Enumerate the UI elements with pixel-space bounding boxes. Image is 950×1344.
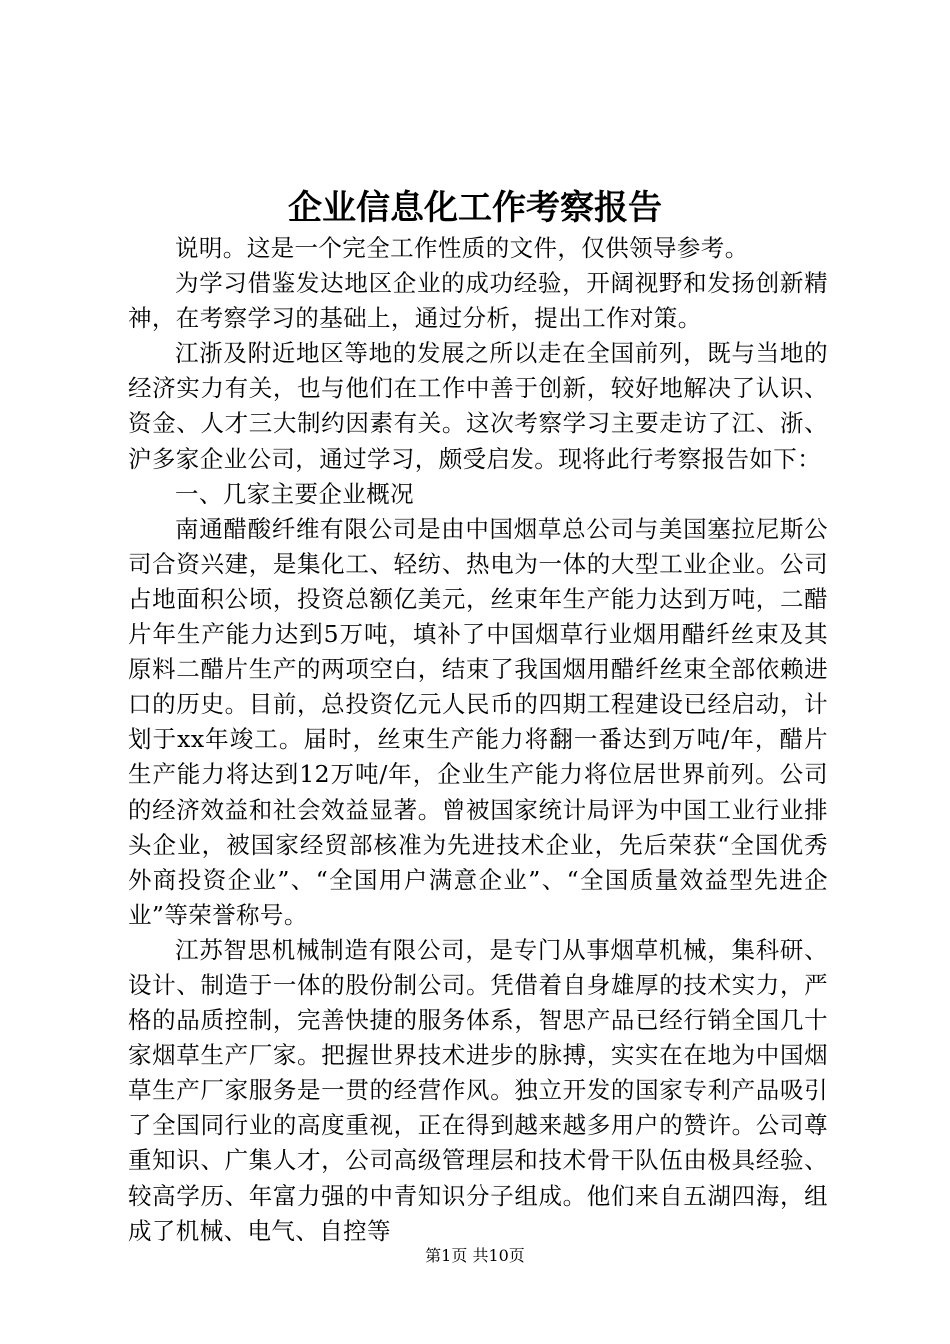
section-heading: 一、几家主要企业概况	[175, 479, 414, 508]
paragraph-background: 江浙及附近地区等地的发展之所以走在全国前列，既与当地的经济实力有关，也与他们在工作中善于创新，较好地解决了认识、资金、人才三大制约因素有关。这次考察学习主要走访了江、浙、沪多家企业公司，通过学习，颇受启发。现将此行考察报告如下：	[128, 339, 828, 473]
paragraph-company-zhisi: 江苏智思机械制造有限公司，是专门从事烟草机械，集科研、设计、制造于一体的股份制公司。凭借着自身雄厚的技术实力，严格的品质控制，完善快捷的服务体系，智思产品已经行销全国几十家烟草生产厂家。把握世界技术进步的脉搏，实实在在地为中国烟草生产厂家服务是一贯的经营作风。独立开发的国家专利产品吸引了全国同行业的高度重视，正在得到越来越多用户的赞许。公司尊重知识、广集人才，公司高级管理层和技术骨干队伍由极具经验、较高学历、年富力强的中青知识分子组成。他们来自五湖四海，组成了机械、电气、自控等	[128, 935, 828, 1245]
document-body	[128, 231, 828, 1249]
paragraph-note: 说明。这是一个完全工作性质的文件，仅供领导参考。	[175, 234, 749, 262]
paragraph-company-nantong: 南通醋酸纤维有限公司是由中国烟草总公司与美国塞拉尼斯公司合资兴建，是集化工、轻纺、热电为一体的大型工业企业。公司占地面积公顷，投资总额亿美元，丝束年生产能力达到万吨，二醋片年生产能力达到5万吨，填补了中国烟草行业烟用醋纤丝束及其原料二醋片生产的两项空白，结束了我国烟用醋纤丝束全部依赖进口的历史。目前，总投资亿元人民币的四期工程建设已经启动，计划于xx年竣工。届时，丝束生产能力将翻一番达到万吨/年，醋片生产能力将达到12万吨/年，企业生产能力将位居世界前列。公司的经济效益和社会效益显著。曾被国家统计局评为中国工业行业排头企业，被国家经贸部核准为先进技术企业，先后荣获“全国优秀外商投资企业”、“全国用户满意企业”、“全国质量效益型先进企业”等荣誉称号。	[128, 514, 828, 929]
paragraph-purpose: 为学习借鉴发达地区企业的成功经验，开阔视野和发扬创新精神，在考察学习的基础上，通过分析，提出工作对策。	[128, 269, 828, 333]
page-footer: 第1页 共10页	[425, 1246, 525, 1265]
document-title: 企业信息化工作考察报告	[288, 188, 662, 228]
